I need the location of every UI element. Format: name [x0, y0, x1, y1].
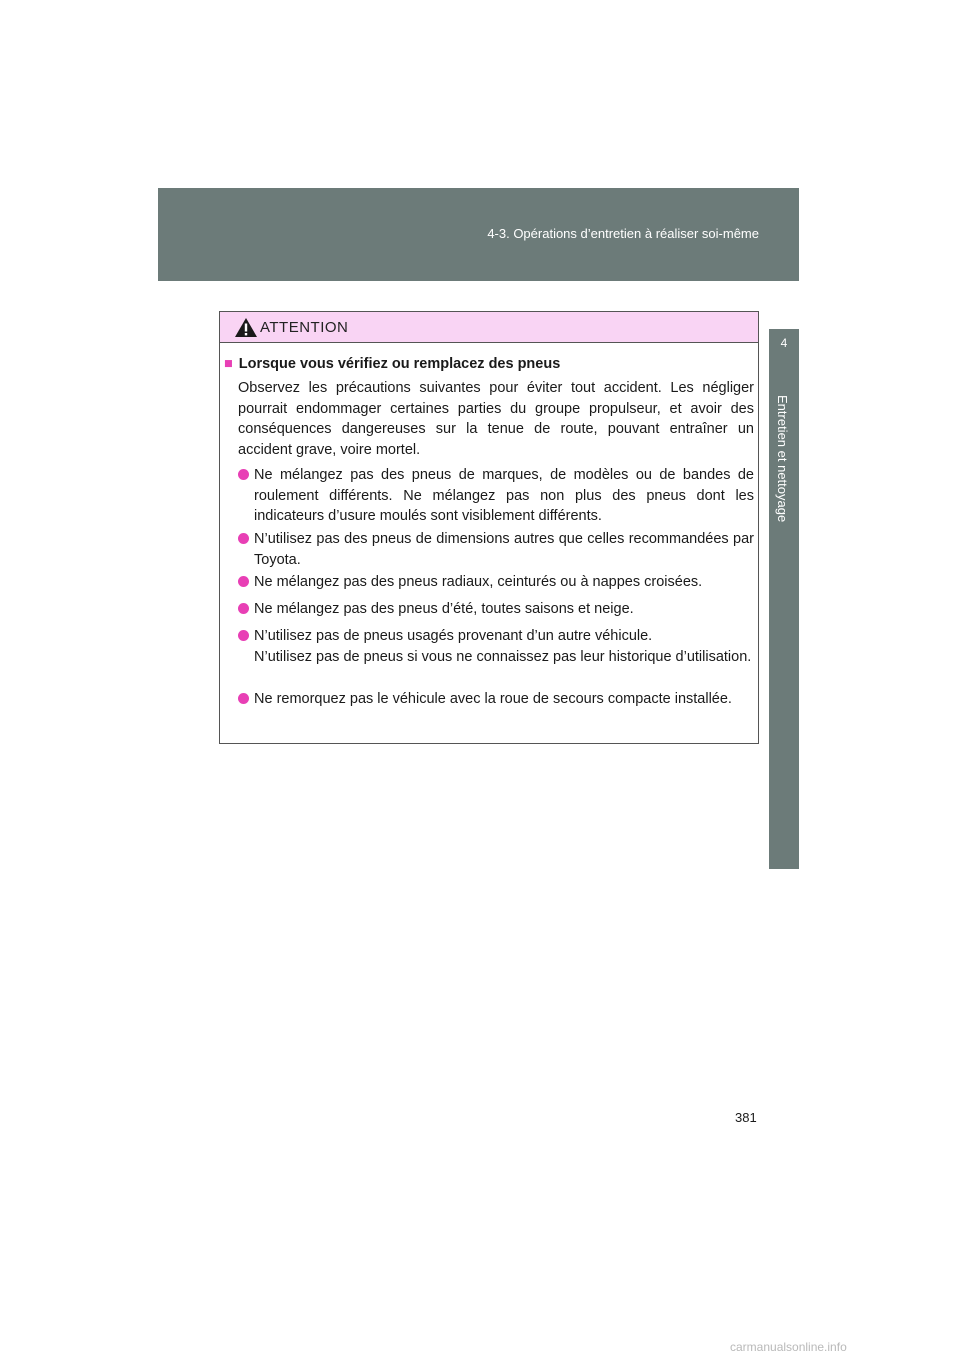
- chapter-number: 4: [780, 336, 788, 350]
- warning-box: [219, 311, 759, 744]
- bullet-dot-icon: [238, 693, 249, 704]
- square-bullet-icon: ■: [224, 356, 233, 372]
- warning-heading: [224, 356, 560, 372]
- bullet-dot-icon: [238, 603, 249, 614]
- bullet-item: [238, 626, 754, 667]
- watermark[interactable]: carmanualsonline.info: [730, 1340, 847, 1354]
- bullet-item: [238, 572, 754, 593]
- bullet-text: N’utilisez pas de pneus usagés provenant d’un autre véhicule.: [254, 628, 653, 644]
- bullet-text: Ne mélangez pas des pneus radiaux, ceinturés ou à nappes croisées.: [254, 574, 703, 590]
- page-number: 381: [735, 1110, 757, 1125]
- bullet-text-continued: N’utilisez pas de pneus si vous ne connaissez pas leur historique d’utilisation.: [254, 648, 752, 665]
- bullet-dot-icon: [238, 576, 249, 587]
- warning-header: [220, 312, 758, 343]
- chapter-side-tab[interactable]: [769, 329, 799, 869]
- warning-triangle-icon: [234, 317, 258, 338]
- warning-intro: Observez les précautions suivantes pour éviter tout accident. Les négliger pourrait endommager certaines parties du groupe propulseur, et avoir des conséquences dangereuses sur la tenue de route, pouvant entraîner un accident grave, voire mortel.: [238, 380, 754, 458]
- chapter-title-text: Entretien et nettoyage: [775, 395, 790, 523]
- bullet-item: [238, 529, 754, 570]
- bullet-dot-icon: [238, 630, 249, 641]
- bullet-item: [238, 465, 754, 527]
- bullet-item: [238, 689, 754, 710]
- bullet-text: Ne remorquez pas le véhicule avec la roue de secours compacte installée.: [254, 691, 732, 707]
- section-title: 4-3. Opérations d’entretien à réaliser soi-même: [487, 226, 759, 241]
- warning-heading-text: Lorsque vous vérifiez ou remplacez des pneus: [238, 356, 561, 372]
- bullet-text: Ne mélangez pas des pneus d’été, toutes saisons et neige.: [254, 601, 634, 617]
- bullet-item: [238, 599, 754, 620]
- bullet-dot-icon: [238, 533, 249, 544]
- bullet-text: N’utilisez pas des pneus de dimensions autres que celles recommandées par Toyota.: [254, 531, 754, 568]
- bullet-dot-icon: [238, 469, 249, 480]
- bullet-text: Ne mélangez pas des pneus de marques, de modèles ou de bandes de roulement différents. Ne mélangez pas non plus des pneus dont les indicateurs d’usure moulés sont visiblement différents.: [254, 467, 754, 524]
- warning-label: ATTENTION: [260, 319, 349, 336]
- header-band: [158, 188, 799, 281]
